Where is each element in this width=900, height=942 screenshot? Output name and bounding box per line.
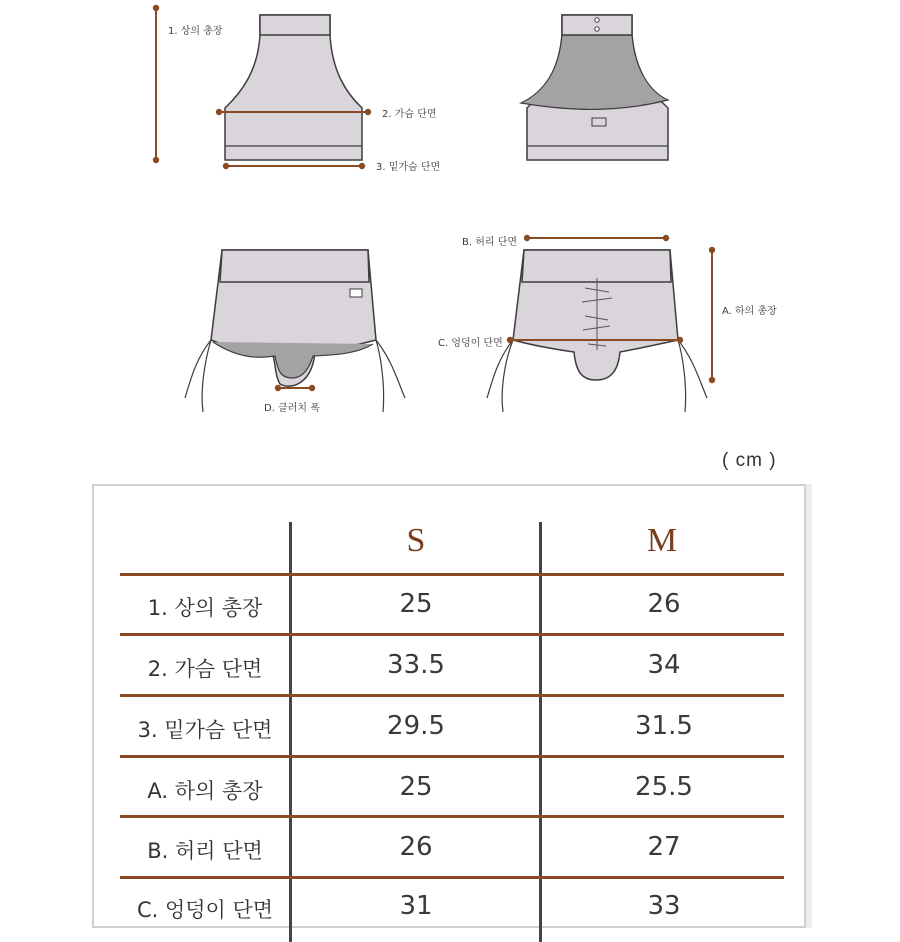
cell-size-s: 25	[399, 589, 433, 619]
underbust-width-label: 3. 밑가슴 단면	[376, 162, 441, 173]
bottom-front-illustration	[185, 250, 405, 412]
row-label: A. 하의 총장	[147, 779, 263, 803]
cell-size-m: 33	[647, 891, 681, 921]
crotch-width-label: D. 클러치 폭	[264, 403, 320, 414]
row-label: B. 허리 단면	[147, 839, 263, 863]
bust-width-label: 2. 가슴 단면	[382, 109, 437, 120]
cell-size-m: 25.5	[635, 772, 693, 802]
garment-illustrations	[0, 0, 900, 450]
size-table	[92, 484, 806, 928]
row-divider	[120, 694, 784, 697]
cell-size-m: 34	[647, 650, 681, 680]
unit-note: ( cm )	[722, 450, 777, 471]
waist-width-label: B. 허리 단면	[462, 237, 518, 248]
header-size-s: S	[406, 522, 426, 559]
column-divider	[539, 522, 542, 942]
row-divider	[120, 876, 784, 879]
cell-size-s: 29.5	[387, 711, 445, 741]
cell-size-s: 26	[399, 832, 433, 862]
cell-size-s: 31	[399, 891, 433, 921]
cell-size-s: 33.5	[387, 650, 445, 680]
row-label: 3. 밑가슴 단면	[137, 718, 273, 742]
bottom-back-illustration	[487, 238, 712, 412]
row-divider	[120, 633, 784, 636]
row-divider	[120, 573, 784, 576]
row-divider	[120, 815, 784, 818]
cell-size-s: 25	[399, 772, 433, 802]
cell-size-m: 31.5	[635, 711, 693, 741]
row-label: 1. 상의 총장	[147, 596, 263, 620]
top-back-illustration	[521, 15, 668, 160]
row-label: 2. 가슴 단면	[147, 657, 263, 681]
cell-size-m: 27	[647, 832, 681, 862]
row-divider	[120, 755, 784, 758]
header-size-m: M	[646, 522, 678, 559]
bottom-length-label: A. 하의 총장	[722, 306, 777, 317]
top-length-label: 1. 상의 총장	[168, 26, 223, 37]
size-diagram	[0, 0, 900, 450]
row-label: C. 엉덩이 단면	[136, 898, 274, 922]
cell-size-m: 26	[647, 589, 681, 619]
hip-width-label: C. 엉덩이 단면	[438, 338, 503, 349]
